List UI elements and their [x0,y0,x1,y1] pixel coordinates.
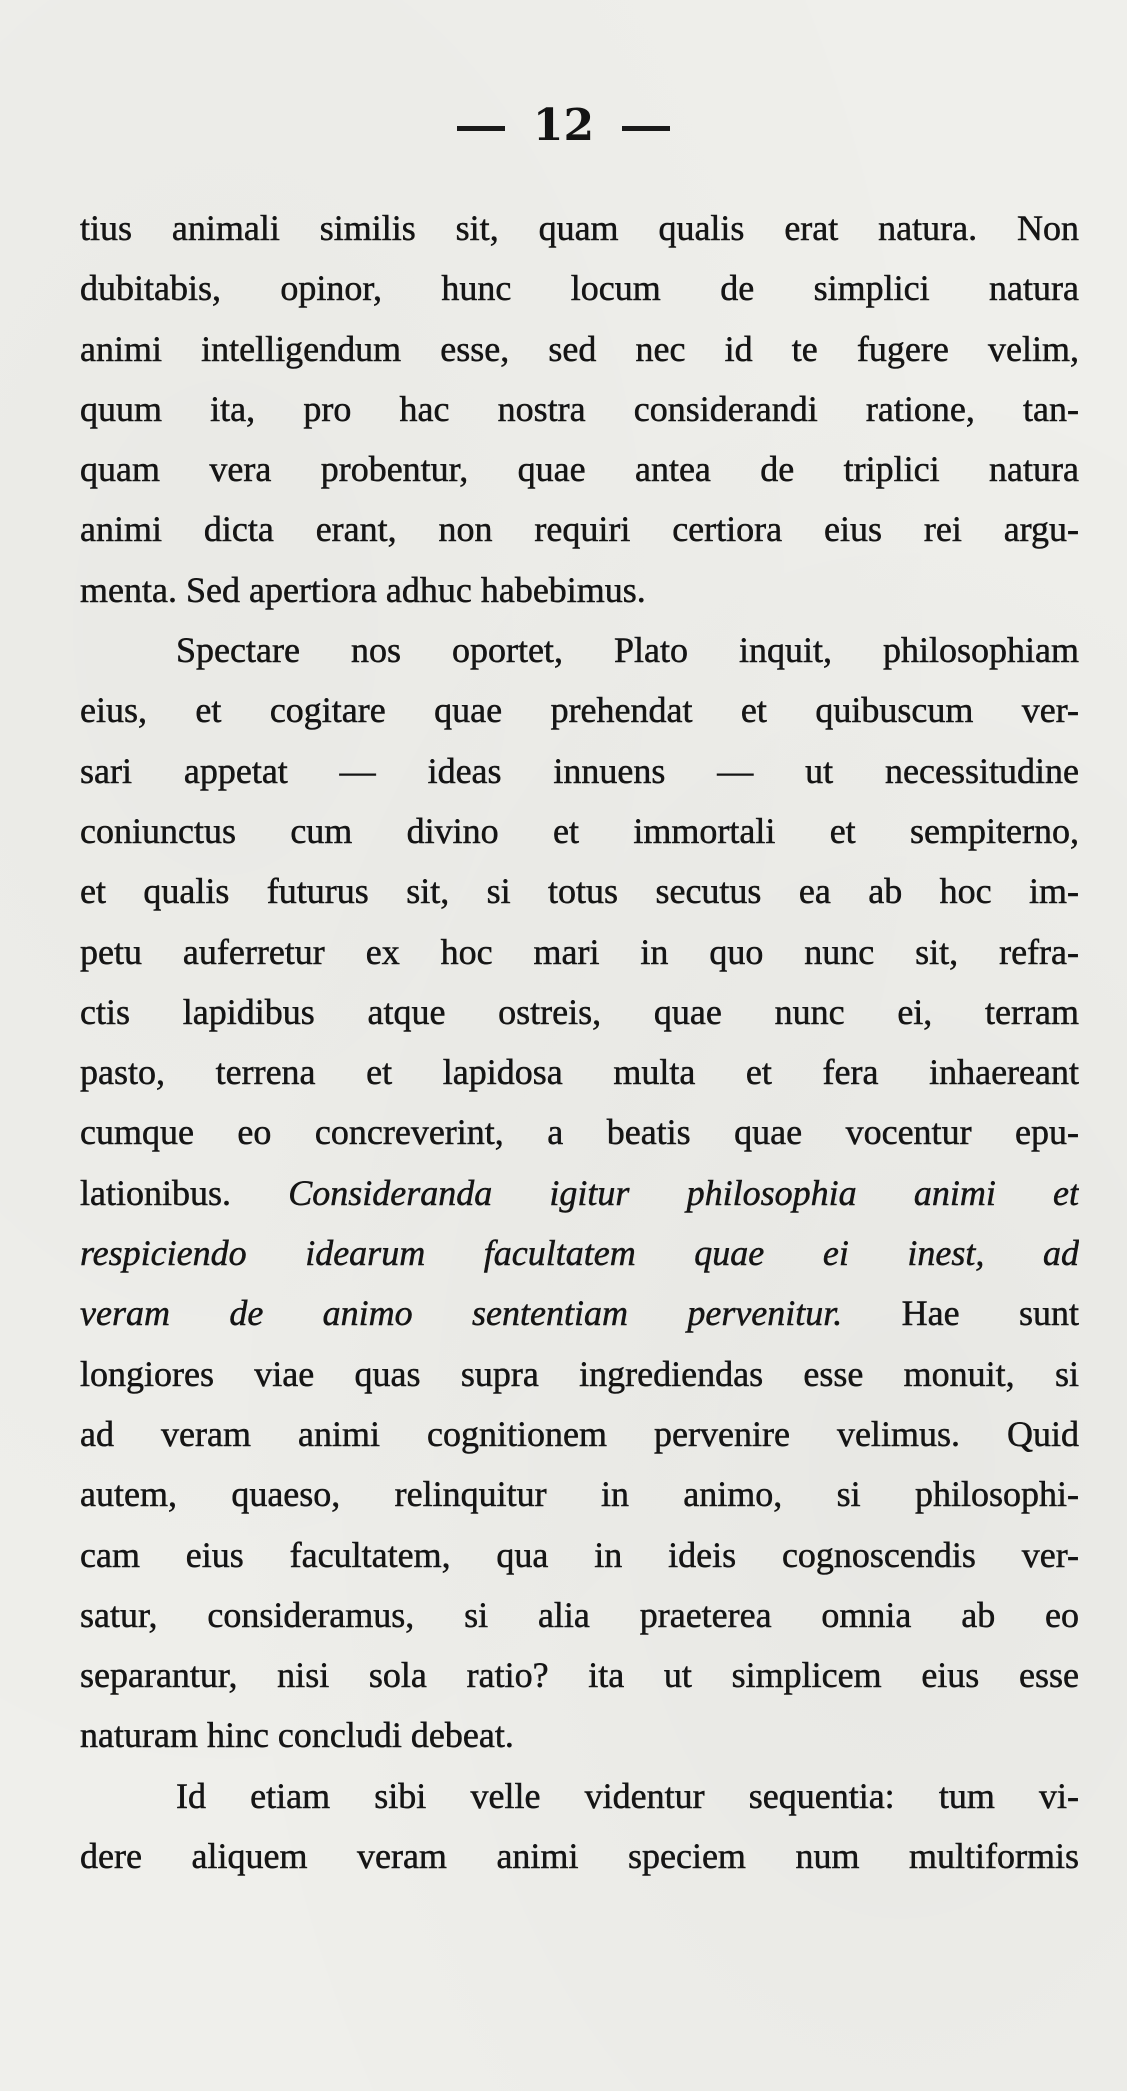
header-dash-left [457,126,505,131]
text-line: dubitabis, opinor, hunc locum de simplici natura [80,268,1079,309]
paragraph-end-line: naturam hinc concludi debeat. [80,1715,514,1756]
text-line: petu auferretur ex hoc mari in quo nunc sit, refra- [80,931,1079,972]
text-line: longiores viae quas supra ingrediendas esse monuit, si [80,1353,1079,1394]
mixed-text-line [80,1163,1079,1223]
text-line: sari appetat — ideas innuens — ut necessitudine [80,750,1079,791]
mixed-text-line [80,1283,1079,1343]
text-line: cumque eo concreverint, a beatis quae vocentur epu- [80,1112,1079,1153]
header-dash-right [622,126,670,131]
text-line: animi dicta erant, non requiri certiora eius rei argu- [80,509,1079,550]
line-prefix: lationibus. [80,1172,289,1213]
page-number: 12 [532,100,595,151]
text-line: quam vera probentur, quae antea de triplici natura [80,449,1079,490]
italic-phrase: respiciendo idearum facultatem quae ei inest, ad [80,1233,1079,1274]
body-text [80,198,1079,1886]
text-line: tius animali similis sit, quam qualis erat natura. Non [80,208,1079,248]
paragraph-start-line: Id etiam sibi velle videntur sequentia: tum vi- [176,1775,1079,1816]
text-line: pasto, terrena et lapidosa multa et fera inhaereant [80,1052,1079,1093]
text-line: ctis lapidibus atque ostreis, quae nunc ei, terram [80,991,1079,1032]
text-line: coniunctus cum divino et immortali et sempiterno, [80,810,1079,851]
page-header [0,100,1127,151]
text-line: separantur, nisi sola ratio? ita ut simplicem eius esse [80,1655,1079,1696]
paragraph-start-line: Spectare nos oportet, Plato inquit, philosophiam [176,630,1079,671]
italic-line [80,1223,1079,1283]
text-line: cam eius facultatem, qua in ideis cognoscendis ver- [80,1534,1079,1575]
text-line: eius, et cogitare quae prehendat et quibuscum ver- [80,690,1079,731]
line-suffix: Hae sunt [842,1293,1079,1334]
text-line: animi intelligendum esse, sed nec id te fugere velim, [80,328,1079,369]
text-line: ad veram animi cognitionem pervenire velimus. Quid [80,1413,1079,1454]
italic-phrase: veram de animo sententiam pervenitur. [80,1293,843,1334]
text-line: dere aliquem veram animi speciem num multiformis [80,1836,1079,1877]
text-line: autem, quaeso, relinquitur in animo, si philosophi- [80,1474,1079,1515]
paragraph-end-line: menta. Sed apertiora adhuc habebimus. [80,569,646,610]
text-line: et qualis futurus sit, si totus secutus ea ab hoc im- [80,871,1079,912]
text-line: satur, consideramus, si alia praeterea omnia ab eo [80,1594,1079,1635]
text-line: quum ita, pro hac nostra considerandi ratione, tan- [80,388,1079,429]
italic-phrase: Consideranda igitur philosophia animi et [288,1172,1079,1213]
